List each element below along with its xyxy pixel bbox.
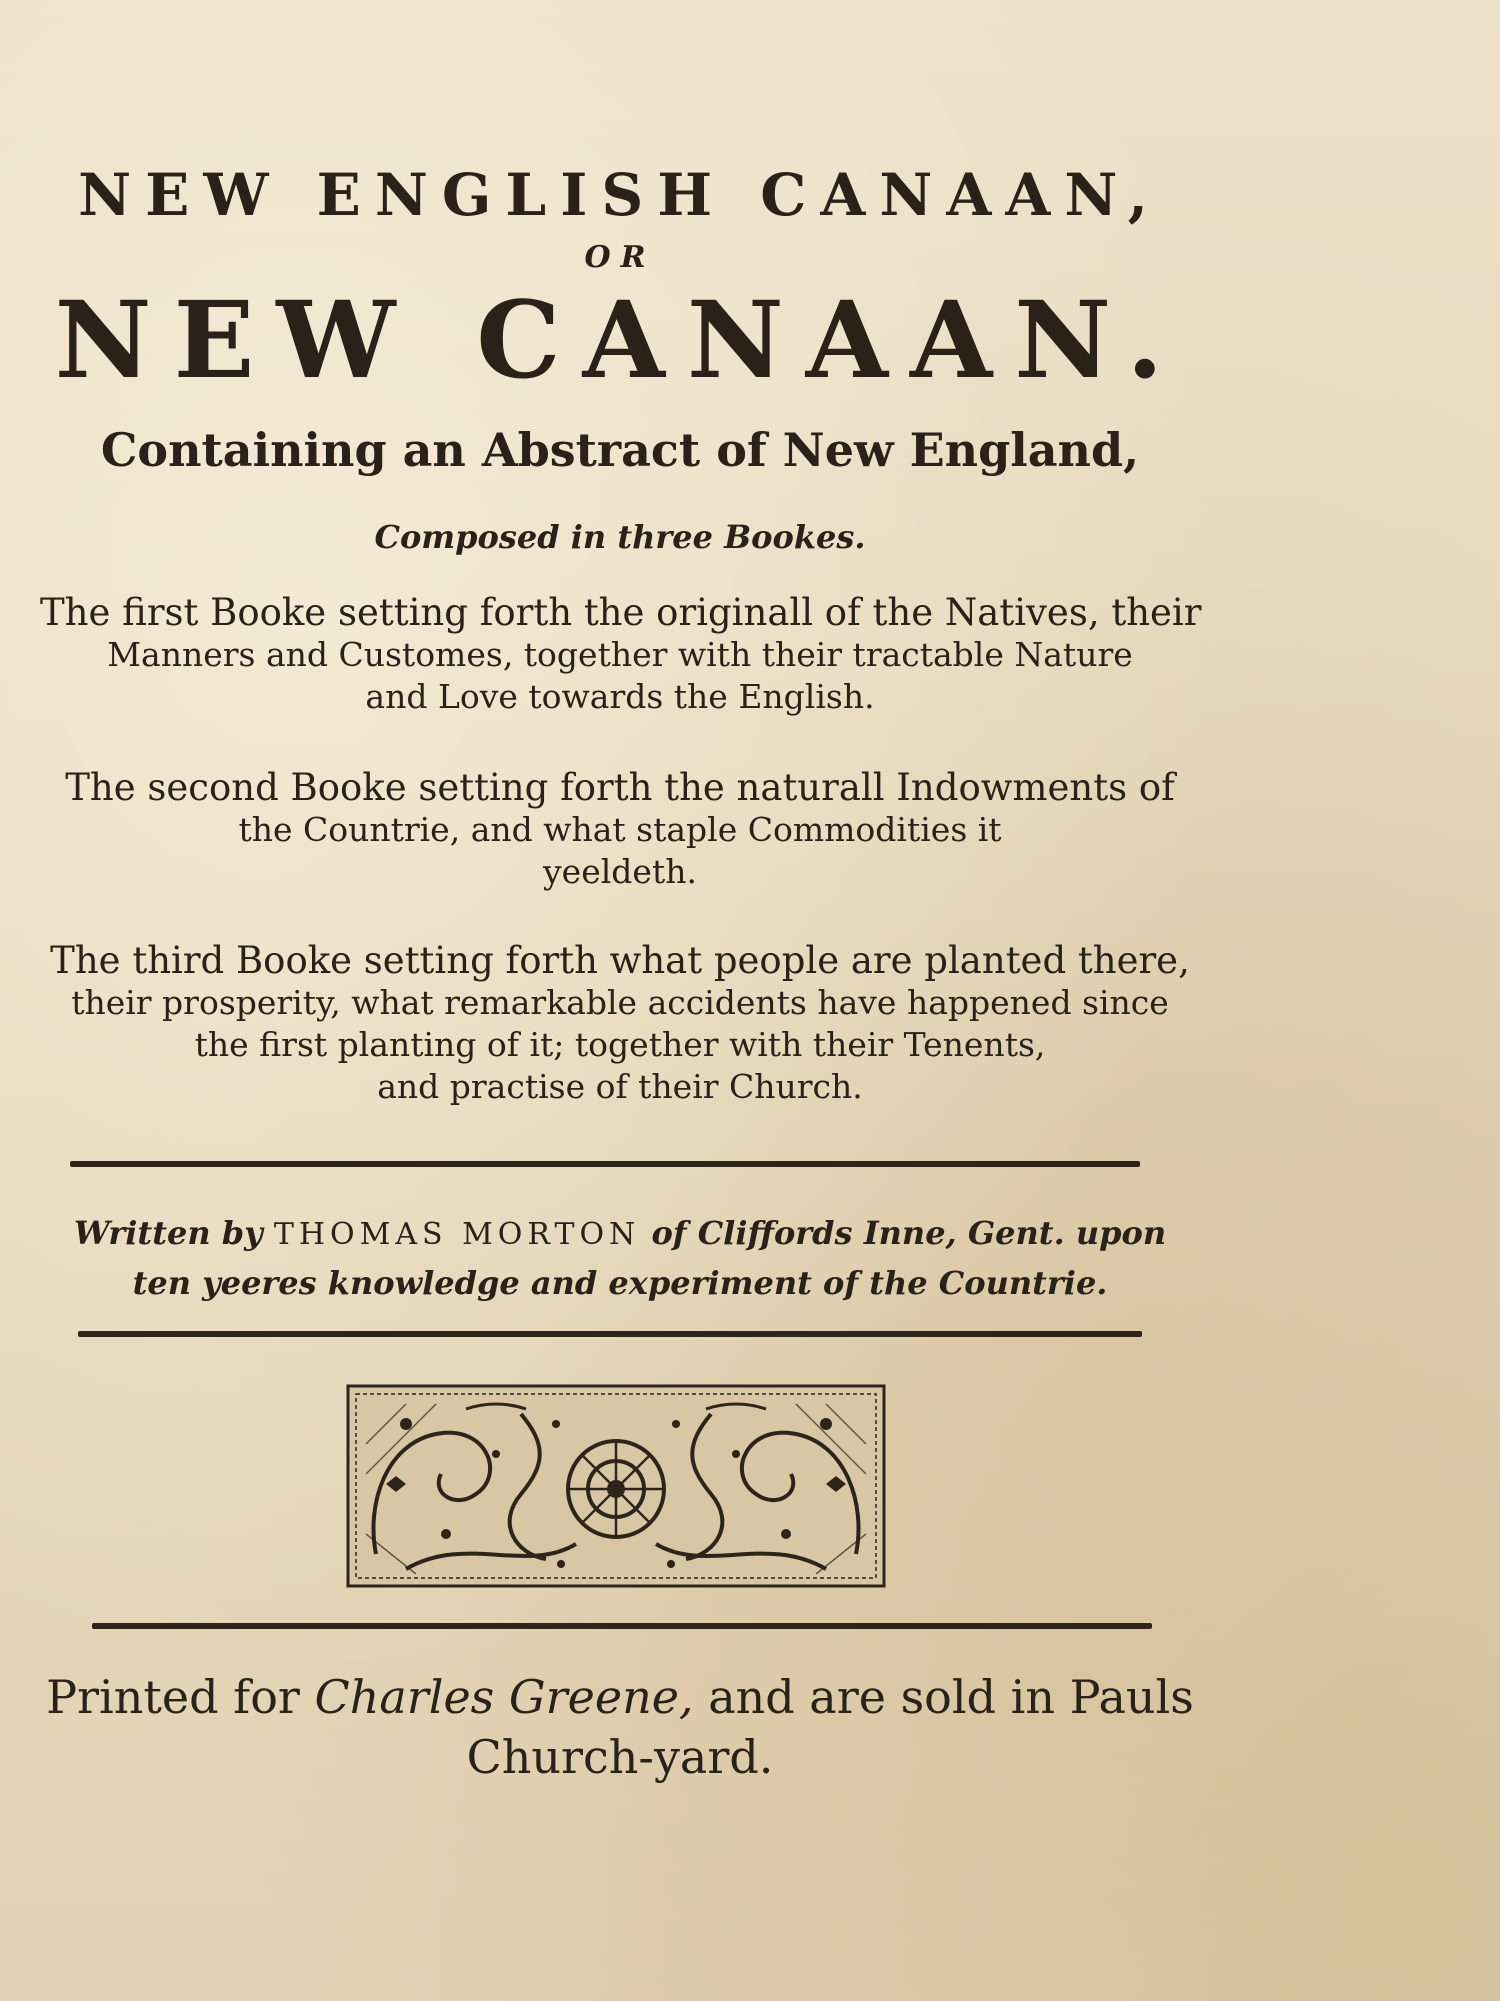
author-line-2: ten yeeres knowledge and experiment of the Countrie. <box>132 1264 1108 1302</box>
subtitle: Containing an Abstract of New England, <box>100 423 1140 477</box>
publisher-name: Charles Greene, <box>314 1670 694 1724</box>
book-two-description <box>40 767 1200 893</box>
book-two-line: yeeldeth. <box>543 852 697 891</box>
printed-for-text: Printed for <box>46 1670 300 1724</box>
book-one-line: and Love towards the English. <box>365 677 875 716</box>
rule-divider <box>92 1623 1152 1629</box>
book-three-line: their prosperity, what remarkable accidents have happened since <box>71 983 1169 1022</box>
book-three-line: the first planting of it; together with their Tenents, <box>194 1025 1046 1064</box>
book-two-lead: The second Booke setting forth the naturall Indowments of <box>65 766 1175 809</box>
author-line-1 <box>40 1208 1200 1260</box>
rule-divider <box>70 1161 1140 1167</box>
book-two-line: the Countrie, and what staple Commodities it <box>238 810 1002 849</box>
book-three-line: and practise of their Church. <box>377 1067 863 1106</box>
imprint-line-2: Church-yard. <box>466 1730 774 1784</box>
imprint-line-1 <box>40 1668 1200 1726</box>
author-name: THOMAS MORTON <box>273 1217 641 1252</box>
book-three-description <box>40 940 1200 1108</box>
printers-ornament-icon <box>346 1384 886 1588</box>
sold-at-text: and are sold in Pauls <box>708 1670 1194 1724</box>
composed-note: Composed in three Bookes. <box>374 518 866 556</box>
main-title-line-1: NEW ENGLISH CANAAN, <box>78 161 1162 229</box>
book-one-lead: The first Booke setting forth the originall of the Natives, their <box>40 591 1202 634</box>
main-title-line-2: NEW CANAAN. <box>54 277 1186 402</box>
book-three-lead: The third Booke setting forth what people are planted there, <box>50 939 1190 982</box>
book-one-line: Manners and Customes, together with their tractable Nature <box>107 635 1133 674</box>
written-by-text: Written by <box>73 1214 263 1252</box>
book-one-description <box>40 592 1200 718</box>
rule-divider <box>78 1331 1142 1337</box>
title-conjunction: OR <box>584 240 656 275</box>
author-affiliation: of Cliffords Inne, Gent. upon <box>651 1214 1167 1252</box>
